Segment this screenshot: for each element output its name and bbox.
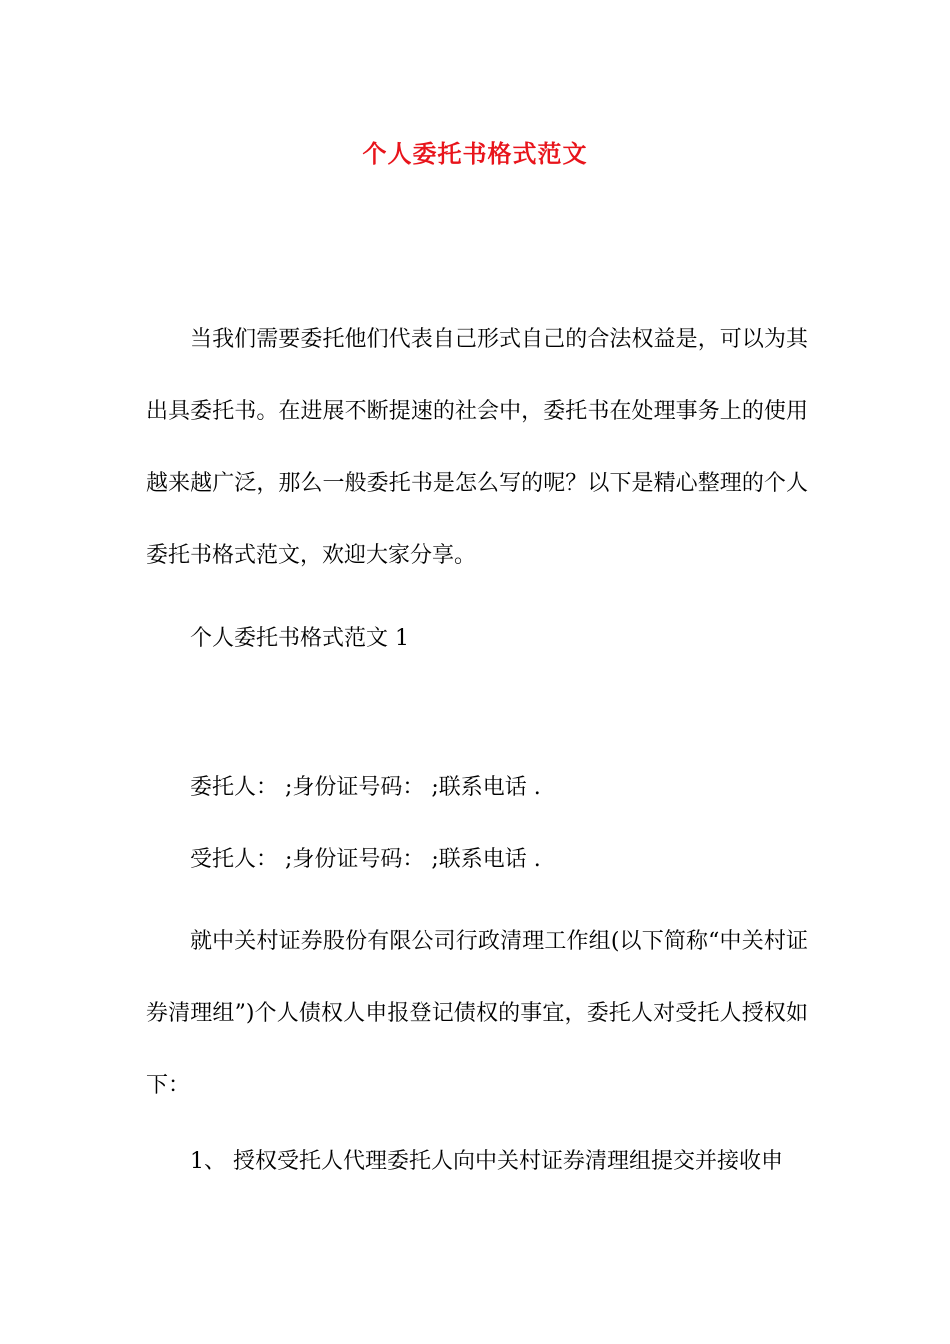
intro-paragraph: 当我们需要委托他们代表自己形式自己的合法权益是，可以为其出具委托书。在进展不断提速的社会中，委托书在处理事务上的使用越来越广泛，那么一般委托书是怎么写的呢？以下是精心整理的个人委托书格式范文，欢迎大家分享。 [146,327,808,568]
section-heading: 个人委托书格式范文 1 [190,626,409,651]
agent-info-line: 受托人： ;身份证号码： ;联系电话 . [190,847,541,872]
matter-paragraph: 就中关村证券股份有限公司行政清理工作组(以下简称“中关村证券清理组”)个人债权人申报登记债权的事宜，委托人对受托人授权如下： [146,929,808,1098]
document-title: 个人委托书格式范文 [362,139,588,168]
principal-info-line: 委托人： ;身份证号码： ;联系电话 . [190,775,541,800]
list-item-1: 1、 授权受托人代理委托人向中关村证券清理组提交并接收申 [190,1149,783,1174]
